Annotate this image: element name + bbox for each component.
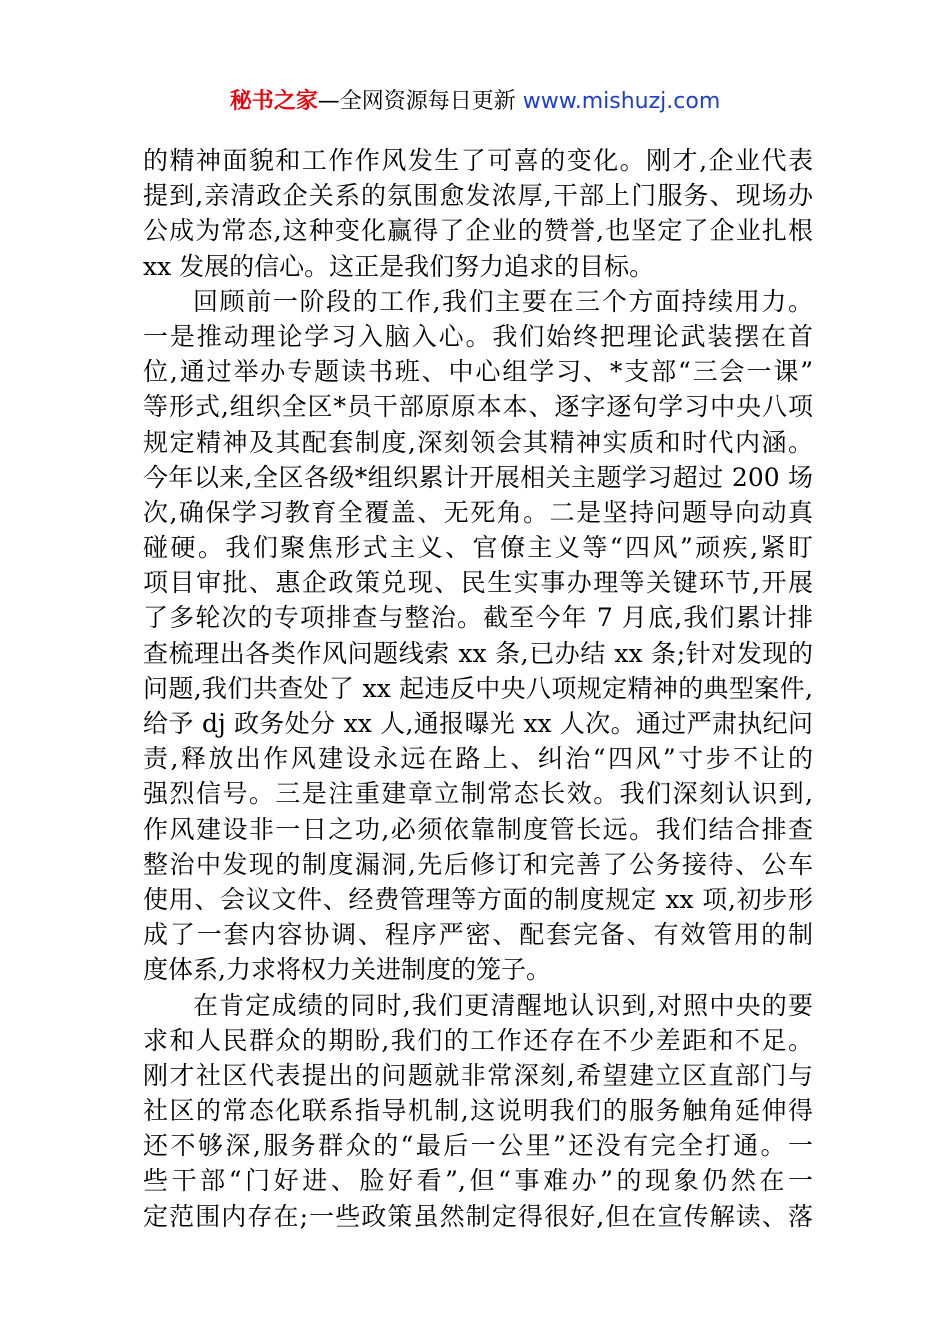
text-line: 度体系,力求将权力关进制度的笼子。 xyxy=(143,955,551,985)
text-line: 刚才社区代表提出的问题就非常深刻,希望建立区直部门与 xyxy=(143,1060,813,1090)
text-line: 碰硬。我们聚焦形式主义、官僚主义等“四风”顽疾,紧盯 xyxy=(143,533,813,563)
text-line: 公成为常态,这种变化赢得了企业的赞誉,也坚定了企业扎根 xyxy=(143,216,813,246)
text-line: 问题,我们共查处了 xx 起违反中央八项规定精神的典型案件, xyxy=(143,673,813,703)
text-line: 规定精神及其配套制度,深刻领会其精神实质和时代内涵。 xyxy=(143,427,813,457)
text-line: 今年以来,全区各级*组织累计开展相关主题学习超过 200 场 xyxy=(143,462,813,492)
text-line: 使用、会议文件、经费管理等方面的制度规定 xx 项,初步形 xyxy=(143,884,813,914)
text-line: xx 发展的信心。这正是我们努力追求的目标。 xyxy=(143,251,655,281)
text-line: 社区的常态化联系指导机制,这说明我们的服务触角延伸得 xyxy=(143,1096,813,1126)
text-line: 一是推动理论学习入脑入心。我们始终把理论武装摆在首 xyxy=(143,321,813,351)
paragraph-start-line: 回顾前一阶段的工作,我们主要在三个方面持续用力。 xyxy=(193,286,813,316)
text-line: 些干部“门好进、脸好看”,但“事难办”的现象仍然在一 xyxy=(143,1166,813,1196)
text-line: 位,通过举办专题读书班、中心组学习、*支部“三会一课” xyxy=(143,357,813,387)
page-header xyxy=(0,86,950,118)
text-line: 整治中发现的制度漏洞,先后修订和完善了公务接待、公车 xyxy=(143,849,813,879)
document-body xyxy=(143,143,813,1234)
text-line: 查梳理出各类作风问题线索 xx 条,已办结 xx 条;针对发现的 xyxy=(143,638,813,668)
text-line: 成了一套内容协调、程序严密、配套完备、有效管用的制 xyxy=(143,920,813,950)
text-line: 还不够深,服务群众的“最后一公里”还没有完全打通。一 xyxy=(143,1131,813,1161)
text-line: 次,确保学习教育全覆盖、无死角。二是坚持问题导向动真 xyxy=(143,497,813,527)
text-line: 项目审批、惠企政策兑现、民生实事办理等关键环节,开展 xyxy=(143,568,813,598)
text-line: 作风建设非一日之功,必须依靠制度管长远。我们结合排查 xyxy=(143,814,813,844)
site-url-link[interactable]: www.mishuzj.com xyxy=(522,89,721,114)
text-line: 强烈信号。三是注重建章立制常态长效。我们深刻认识到, xyxy=(143,779,813,809)
text-line: 责,释放出作风建设永远在路上、纠治“四风”寸步不让的 xyxy=(143,744,813,774)
text-line: 定范围内存在;一些政策虽然制定得很好,但在宣传解读、落 xyxy=(143,1201,813,1231)
text-line: 等形式,组织全区*员干部原原本本、逐字逐句学习中央八项 xyxy=(143,392,813,422)
text-line: 了多轮次的专项排查与整治。截至今年 7 月底,我们累计排 xyxy=(143,603,813,633)
text-line: 求和人民群众的期盼,我们的工作还存在不少差距和不足。 xyxy=(143,1025,813,1055)
header-tagline: —全网资源每日更新 xyxy=(317,89,516,114)
text-line: 给予 dj 政务处分 xx 人,通报曝光 xx 人次。通过严肃执纪问 xyxy=(143,709,813,738)
text-line: 提到,亲清政企关系的氛围愈发浓厚,干部上门服务、现场办 xyxy=(143,181,813,211)
paragraph-start-line: 在肯定成绩的同时,我们更清醒地认识到,对照中央的要 xyxy=(193,990,813,1020)
text-line: 的精神面貌和工作作风发生了可喜的变化。刚才,企业代表 xyxy=(143,146,813,175)
brand-name: 秘书之家 xyxy=(229,89,318,114)
